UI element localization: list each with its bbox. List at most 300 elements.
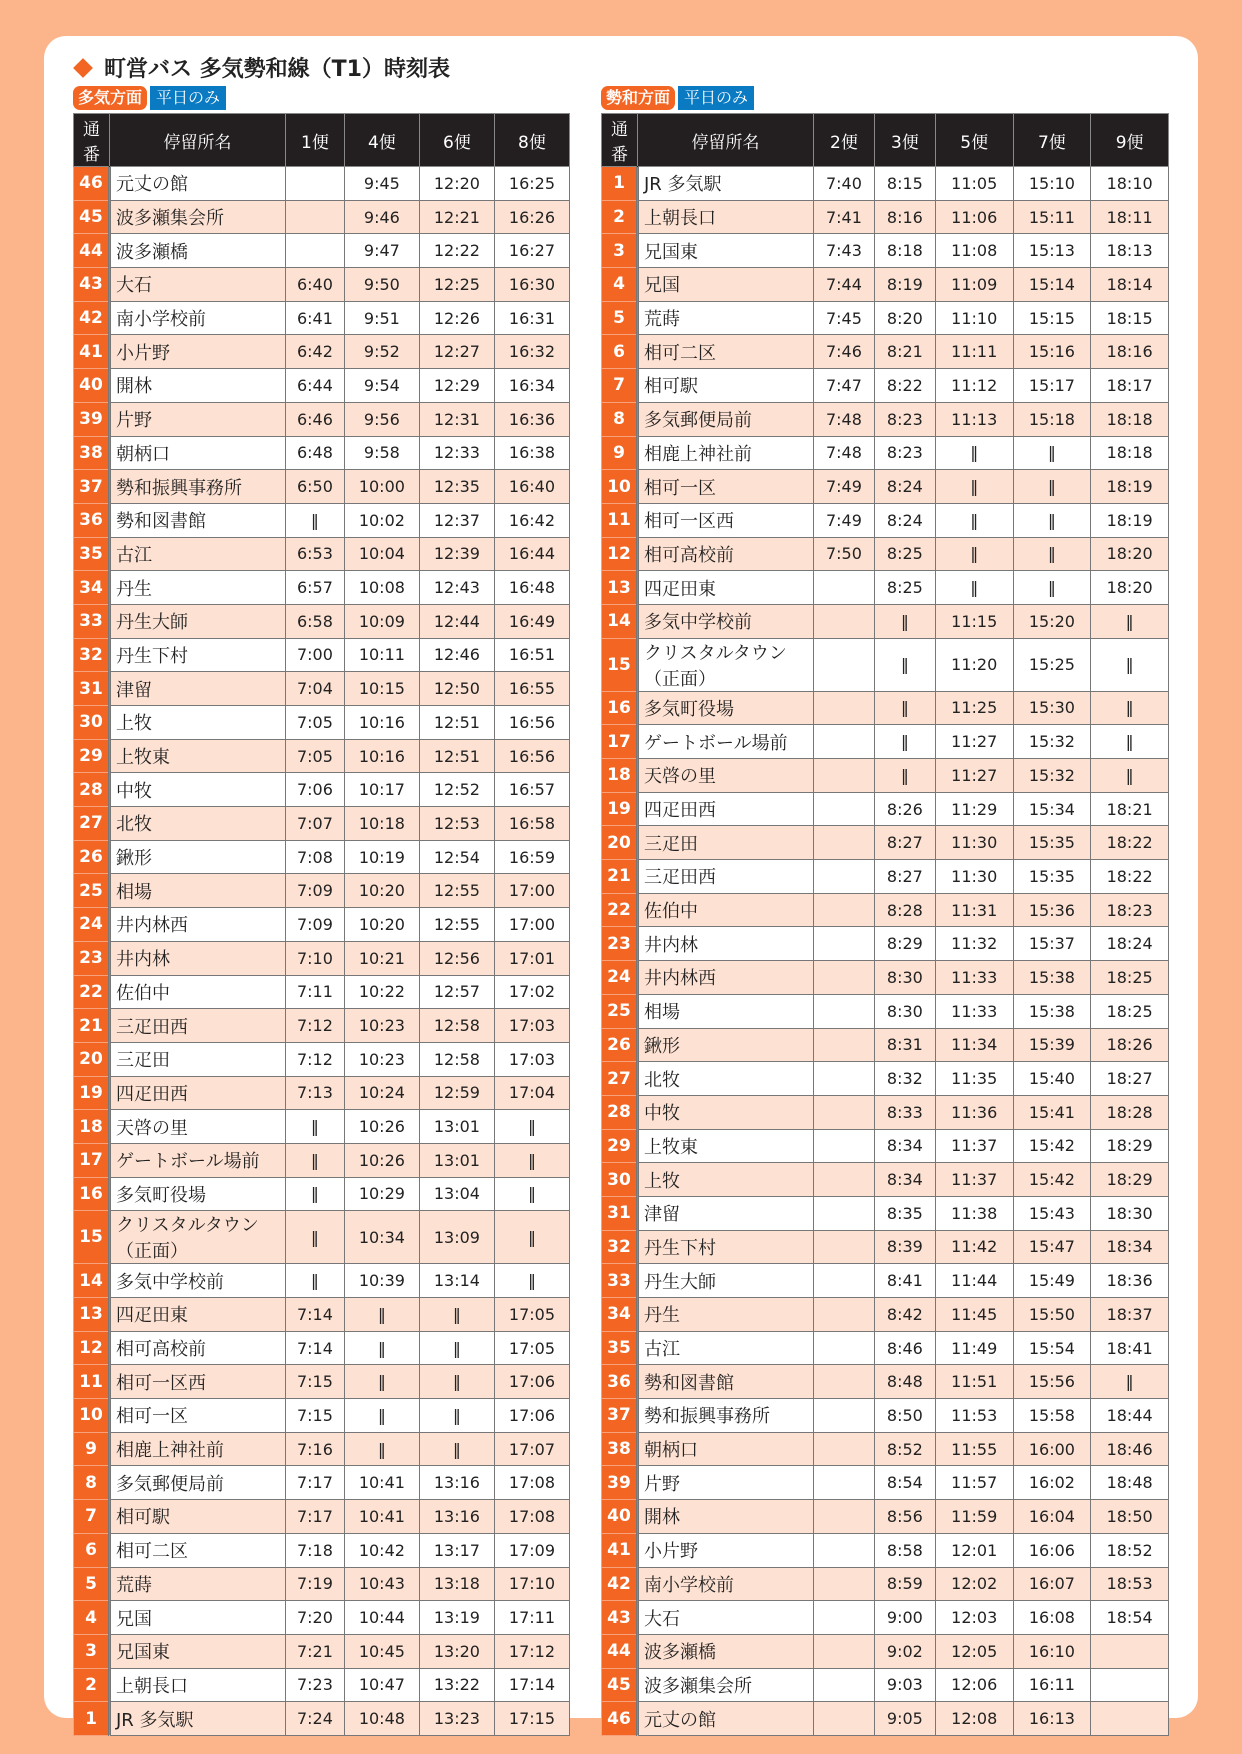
departure-time: 7:12	[286, 1009, 345, 1043]
table-row	[602, 369, 1169, 403]
table-row	[602, 1399, 1169, 1433]
departure-time: 9:54	[344, 369, 419, 403]
stop-number: 16	[602, 691, 638, 725]
table-row	[74, 1076, 570, 1110]
departure-time: ‖	[344, 1399, 419, 1433]
departure-time: 13:18	[419, 1567, 494, 1601]
departure-time: 11:30	[935, 860, 1013, 894]
departure-time: 16:10	[1013, 1634, 1091, 1668]
stop-number: 19	[602, 792, 638, 826]
header-trip: 2便	[814, 114, 875, 167]
departure-time: 16:32	[494, 335, 569, 369]
departure-time: 18:14	[1091, 268, 1169, 302]
departure-time: 15:42	[1013, 1129, 1091, 1163]
departure-time: 6:48	[286, 436, 345, 470]
departure-time: 12:01	[935, 1533, 1013, 1567]
table-row	[74, 672, 570, 706]
table-header-row	[602, 114, 1169, 167]
page-title	[72, 52, 450, 83]
departure-time: 9:05	[874, 1702, 935, 1736]
stop-number: 6	[602, 335, 638, 369]
stop-number: 17	[74, 1143, 110, 1177]
departure-time: 6:40	[286, 268, 345, 302]
stop-name: 荒蒔	[638, 301, 814, 335]
table-row	[602, 1365, 1169, 1399]
departure-time: 16:25	[494, 167, 569, 201]
departure-time: 12:56	[419, 941, 494, 975]
departure-time: 8:48	[874, 1365, 935, 1399]
departure-time: 7:11	[286, 975, 345, 1009]
departure-time: 16:02	[1013, 1466, 1091, 1500]
departure-time: 11:35	[935, 1062, 1013, 1096]
departure-time	[814, 725, 875, 759]
departure-time: 7:41	[814, 200, 875, 234]
header-trip: 7便	[1013, 114, 1091, 167]
departure-time: 8:31	[874, 1028, 935, 1062]
stop-number: 18	[602, 759, 638, 793]
departure-time	[814, 759, 875, 793]
stop-number: 6	[74, 1533, 110, 1567]
departure-time: 15:16	[1013, 335, 1091, 369]
table-row	[74, 1399, 570, 1433]
table-row	[74, 1211, 570, 1264]
departure-time: 12:43	[419, 571, 494, 605]
table-row	[602, 436, 1169, 470]
departure-time: 9:00	[874, 1601, 935, 1635]
departure-time: ‖	[874, 638, 935, 691]
table-row	[74, 402, 570, 436]
stop-name: 古江	[110, 537, 286, 571]
stop-name: 古江	[638, 1331, 814, 1365]
departure-time: 12:53	[419, 807, 494, 841]
departure-time: ‖	[1013, 503, 1091, 537]
table-row	[602, 1331, 1169, 1365]
departure-time: ‖	[874, 604, 935, 638]
departure-time: 15:11	[1013, 200, 1091, 234]
departure-time: 9:51	[344, 301, 419, 335]
stop-name: 丹生	[638, 1298, 814, 1332]
stop-number: 21	[74, 1009, 110, 1043]
departure-time: 18:25	[1091, 961, 1169, 995]
departure-time: 12:26	[419, 301, 494, 335]
departure-time: 6:41	[286, 301, 345, 335]
departure-time: 9:45	[344, 167, 419, 201]
stop-name: 勢和振興事務所	[110, 470, 286, 504]
stop-name: クリスタルタウン（正面）	[638, 638, 814, 691]
table-row	[74, 167, 570, 201]
departure-time: ‖	[286, 1110, 345, 1144]
departure-time: 13:01	[419, 1143, 494, 1177]
stop-name: 相可駅	[110, 1500, 286, 1534]
departure-time: 12:51	[419, 706, 494, 740]
header-stop-name: 停留所名	[638, 114, 814, 167]
departure-time: 15:32	[1013, 759, 1091, 793]
departure-time: 12:44	[419, 604, 494, 638]
stop-name: 大石	[110, 268, 286, 302]
departure-time: 17:04	[494, 1076, 569, 1110]
stop-name: 相可一区西	[638, 503, 814, 537]
departure-time	[814, 571, 875, 605]
stop-name: 開林	[638, 1500, 814, 1534]
table-row	[74, 840, 570, 874]
stop-number: 32	[74, 638, 110, 672]
stop-number: 37	[602, 1399, 638, 1433]
table-row	[602, 1196, 1169, 1230]
departure-time: 7:14	[286, 1298, 345, 1332]
departure-time: 7:00	[286, 638, 345, 672]
departure-time: 18:18	[1091, 402, 1169, 436]
departure-time: 18:28	[1091, 1095, 1169, 1129]
stop-name: 三疋田	[638, 826, 814, 860]
departure-time: 17:06	[494, 1365, 569, 1399]
table-row	[74, 941, 570, 975]
stop-number: 22	[602, 893, 638, 927]
stop-number: 19	[74, 1076, 110, 1110]
stop-number: 28	[74, 773, 110, 807]
departure-time: 17:14	[494, 1668, 569, 1702]
departure-time: 18:50	[1091, 1500, 1169, 1534]
stop-number: 26	[74, 840, 110, 874]
table-row	[602, 1668, 1169, 1702]
departure-time: 18:13	[1091, 234, 1169, 268]
departure-time: 10:20	[344, 874, 419, 908]
departure-time: ‖	[935, 571, 1013, 605]
table-row	[74, 1500, 570, 1534]
departure-time: 10:24	[344, 1076, 419, 1110]
stop-number: 39	[602, 1466, 638, 1500]
departure-time: 15:38	[1013, 994, 1091, 1028]
stop-number: 30	[602, 1163, 638, 1197]
stop-number: 37	[74, 470, 110, 504]
stop-name: 井内林	[638, 927, 814, 961]
departure-time	[814, 927, 875, 961]
header-trip: 9便	[1091, 114, 1169, 167]
departure-time: 11:11	[935, 335, 1013, 369]
departure-time: 11:51	[935, 1365, 1013, 1399]
departure-time: 17:07	[494, 1432, 569, 1466]
departure-time: 7:46	[814, 335, 875, 369]
stop-number: 3	[74, 1634, 110, 1668]
departure-time: 15:50	[1013, 1298, 1091, 1332]
departure-time: 8:32	[874, 1062, 935, 1096]
table-row	[602, 167, 1169, 201]
stop-name: 佐伯中	[110, 975, 286, 1009]
departure-time: 12:33	[419, 436, 494, 470]
departure-time: 13:20	[419, 1634, 494, 1668]
table-row	[602, 1062, 1169, 1096]
departure-time: 10:23	[344, 1042, 419, 1076]
departure-time: ‖	[1013, 436, 1091, 470]
departure-time: 12:59	[419, 1076, 494, 1110]
departure-time: 12:58	[419, 1042, 494, 1076]
departure-time: 6:53	[286, 537, 345, 571]
departure-time: 12:55	[419, 908, 494, 942]
departure-time: 6:57	[286, 571, 345, 605]
departure-time	[814, 1163, 875, 1197]
departure-time: 18:52	[1091, 1533, 1169, 1567]
departure-time: ‖	[935, 470, 1013, 504]
stop-name: 天啓の里	[638, 759, 814, 793]
table-row	[74, 1009, 570, 1043]
departure-time: 12:06	[935, 1668, 1013, 1702]
header-number: 通番	[602, 114, 638, 167]
departure-time: ‖	[419, 1365, 494, 1399]
departure-time: 6:58	[286, 604, 345, 638]
table-row	[602, 1634, 1169, 1668]
departure-time: 12:39	[419, 537, 494, 571]
stop-name: 上朝長口	[638, 200, 814, 234]
departure-time: 7:05	[286, 739, 345, 773]
table-row	[74, 1264, 570, 1298]
stop-number: 33	[74, 604, 110, 638]
departure-time: 17:01	[494, 941, 569, 975]
departure-time: ‖	[419, 1298, 494, 1332]
departure-time: 12:37	[419, 503, 494, 537]
table-row	[602, 335, 1169, 369]
table-row	[74, 975, 570, 1009]
departure-time: ‖	[494, 1110, 569, 1144]
departure-time: 11:25	[935, 691, 1013, 725]
departure-time: 11:33	[935, 961, 1013, 995]
departure-time: 7:17	[286, 1466, 345, 1500]
departure-time: 16:00	[1013, 1432, 1091, 1466]
departure-time: 17:03	[494, 1009, 569, 1043]
departure-time: 17:12	[494, 1634, 569, 1668]
table-row	[602, 1163, 1169, 1197]
stop-number: 15	[74, 1211, 110, 1264]
departure-time: 17:03	[494, 1042, 569, 1076]
departure-time	[814, 1399, 875, 1433]
stop-number: 36	[74, 503, 110, 537]
departure-time: 10:16	[344, 706, 419, 740]
table-row	[602, 1028, 1169, 1062]
departure-time: 18:44	[1091, 1399, 1169, 1433]
stop-number: 31	[602, 1196, 638, 1230]
stop-name: 開林	[110, 369, 286, 403]
departure-time	[814, 691, 875, 725]
departure-time: 8:27	[874, 826, 935, 860]
departure-time: 16:40	[494, 470, 569, 504]
stop-name: 井内林西	[638, 961, 814, 995]
departure-time: ‖	[419, 1399, 494, 1433]
stop-number: 35	[602, 1331, 638, 1365]
departure-time: ‖	[1091, 638, 1169, 691]
departure-time: 18:17	[1091, 369, 1169, 403]
departure-time: 9:52	[344, 335, 419, 369]
table-row	[74, 1042, 570, 1076]
departure-time: 9:56	[344, 402, 419, 436]
departure-time: 6:44	[286, 369, 345, 403]
stop-name: 波多瀬集会所	[110, 200, 286, 234]
departure-time: 16:07	[1013, 1567, 1091, 1601]
departure-time: 8:42	[874, 1298, 935, 1332]
departure-time: 18:18	[1091, 436, 1169, 470]
stop-name: 多気中学校前	[110, 1264, 286, 1298]
departure-time: ‖	[935, 436, 1013, 470]
departure-time: 11:38	[935, 1196, 1013, 1230]
table-row	[74, 874, 570, 908]
departure-time: 16:55	[494, 672, 569, 706]
departure-time: 11:20	[935, 638, 1013, 691]
departure-time: 10:48	[344, 1702, 419, 1736]
title-text: 町営バス 多気勢和線（T1）時刻表	[104, 57, 450, 82]
departure-time: 15:10	[1013, 167, 1091, 201]
departure-time: 11:08	[935, 234, 1013, 268]
departure-time: 18:34	[1091, 1230, 1169, 1264]
departure-time: 7:08	[286, 840, 345, 874]
departure-time: 11:15	[935, 604, 1013, 638]
right-direction-tags	[601, 86, 754, 110]
header-trip: 5便	[935, 114, 1013, 167]
departure-time: 11:37	[935, 1129, 1013, 1163]
departure-time: 7:24	[286, 1702, 345, 1736]
table-row	[602, 402, 1169, 436]
departure-time: 11:31	[935, 893, 1013, 927]
departure-time: 15:38	[1013, 961, 1091, 995]
departure-time: 13:19	[419, 1601, 494, 1635]
table-row	[74, 200, 570, 234]
departure-time: 7:07	[286, 807, 345, 841]
departure-time: 11:05	[935, 167, 1013, 201]
stop-name: 勢和図書館	[110, 503, 286, 537]
stop-number: 20	[74, 1042, 110, 1076]
departure-time: 11:33	[935, 994, 1013, 1028]
departure-time: ‖	[494, 1143, 569, 1177]
departure-time: 8:24	[874, 470, 935, 504]
header-trip: 1便	[286, 114, 345, 167]
departure-time: 7:18	[286, 1533, 345, 1567]
departure-time: 8:25	[874, 571, 935, 605]
table-row	[602, 234, 1169, 268]
stop-number: 14	[74, 1264, 110, 1298]
stop-name: 勢和図書館	[638, 1365, 814, 1399]
departure-time: 16:57	[494, 773, 569, 807]
stop-name: 波多瀬橋	[638, 1634, 814, 1668]
departure-time: 18:23	[1091, 893, 1169, 927]
departure-time: 8:54	[874, 1466, 935, 1500]
departure-time: ‖	[286, 503, 345, 537]
table-row	[602, 893, 1169, 927]
header-trip: 3便	[874, 114, 935, 167]
header-stop-name: 停留所名	[110, 114, 286, 167]
stop-name: 南小学校前	[110, 301, 286, 335]
stop-name: 北牧	[110, 807, 286, 841]
stop-name: 上牧東	[110, 739, 286, 773]
departure-time: 18:26	[1091, 1028, 1169, 1062]
header-trip: 8便	[494, 114, 569, 167]
stop-name: ゲートボール場前	[110, 1143, 286, 1177]
departure-time: 7:48	[814, 402, 875, 436]
departure-time: 12:27	[419, 335, 494, 369]
stop-number: 28	[602, 1095, 638, 1129]
departure-time: 7:09	[286, 908, 345, 942]
stop-number: 1	[74, 1702, 110, 1736]
departure-time: 10:43	[344, 1567, 419, 1601]
stop-name: 小片野	[110, 335, 286, 369]
stop-number: 29	[602, 1129, 638, 1163]
departure-time: 10:42	[344, 1533, 419, 1567]
stop-number: 21	[602, 860, 638, 894]
stop-name: 相可一区	[638, 470, 814, 504]
departure-time: 16:56	[494, 739, 569, 773]
departure-time	[286, 200, 345, 234]
table-row	[602, 1702, 1169, 1736]
stop-name: 朝柄口	[638, 1432, 814, 1466]
departure-time: 15:30	[1013, 691, 1091, 725]
departure-time: ‖	[1013, 470, 1091, 504]
header-number: 通番	[74, 114, 110, 167]
departure-time: 10:26	[344, 1143, 419, 1177]
departure-time: 18:30	[1091, 1196, 1169, 1230]
table-row	[74, 1601, 570, 1635]
stop-name: 丹生下村	[638, 1230, 814, 1264]
departure-time: ‖	[419, 1331, 494, 1365]
table-row	[74, 604, 570, 638]
stop-number: 24	[602, 961, 638, 995]
direction-badge: 勢和方面	[601, 86, 675, 110]
stop-name: 相鹿上神社前	[110, 1432, 286, 1466]
stop-number: 8	[602, 402, 638, 436]
departure-time: 10:15	[344, 672, 419, 706]
departure-time: 16:11	[1013, 1668, 1091, 1702]
departure-time: 16:26	[494, 200, 569, 234]
departure-time: 15:47	[1013, 1230, 1091, 1264]
departure-time: 15:32	[1013, 725, 1091, 759]
departure-time: 17:11	[494, 1601, 569, 1635]
departure-time: 16:13	[1013, 1702, 1091, 1736]
departure-time: 8:20	[874, 301, 935, 335]
table-row	[74, 1298, 570, 1332]
departure-time: 18:27	[1091, 1062, 1169, 1096]
departure-time: 15:42	[1013, 1163, 1091, 1197]
stop-name: JR 多気駅	[638, 167, 814, 201]
departure-time: 16:34	[494, 369, 569, 403]
stop-number: 3	[602, 234, 638, 268]
stop-number: 22	[74, 975, 110, 1009]
departure-time: 16:36	[494, 402, 569, 436]
departure-time: 7:20	[286, 1601, 345, 1635]
departure-time: ‖	[286, 1264, 345, 1298]
stop-name: 多気郵便局前	[638, 402, 814, 436]
departure-time: 10:29	[344, 1177, 419, 1211]
stop-number: 11	[602, 503, 638, 537]
departure-time: 15:18	[1013, 402, 1091, 436]
stop-number: 4	[602, 268, 638, 302]
departure-time: ‖	[935, 503, 1013, 537]
departure-time: 15:49	[1013, 1264, 1091, 1298]
departure-time	[814, 1634, 875, 1668]
departure-time: 10:34	[344, 1211, 419, 1264]
departure-time: 10:02	[344, 503, 419, 537]
departure-time: 11:36	[935, 1095, 1013, 1129]
departure-time: 15:43	[1013, 1196, 1091, 1230]
stop-name: 荒蒔	[110, 1567, 286, 1601]
departure-time: ‖	[286, 1177, 345, 1211]
departure-time: 9:46	[344, 200, 419, 234]
departure-time: 7:05	[286, 706, 345, 740]
departure-time: 12:55	[419, 874, 494, 908]
stop-name: 井内林西	[110, 908, 286, 942]
stop-name: 丹生大師	[638, 1264, 814, 1298]
departure-time: ‖	[935, 537, 1013, 571]
departure-time: 10:41	[344, 1466, 419, 1500]
stop-number: 9	[74, 1432, 110, 1466]
stop-number: 17	[602, 725, 638, 759]
departure-time: 7:14	[286, 1331, 345, 1365]
departure-time: 12:08	[935, 1702, 1013, 1736]
departure-time: ‖	[1091, 691, 1169, 725]
departure-time: 11:37	[935, 1163, 1013, 1197]
